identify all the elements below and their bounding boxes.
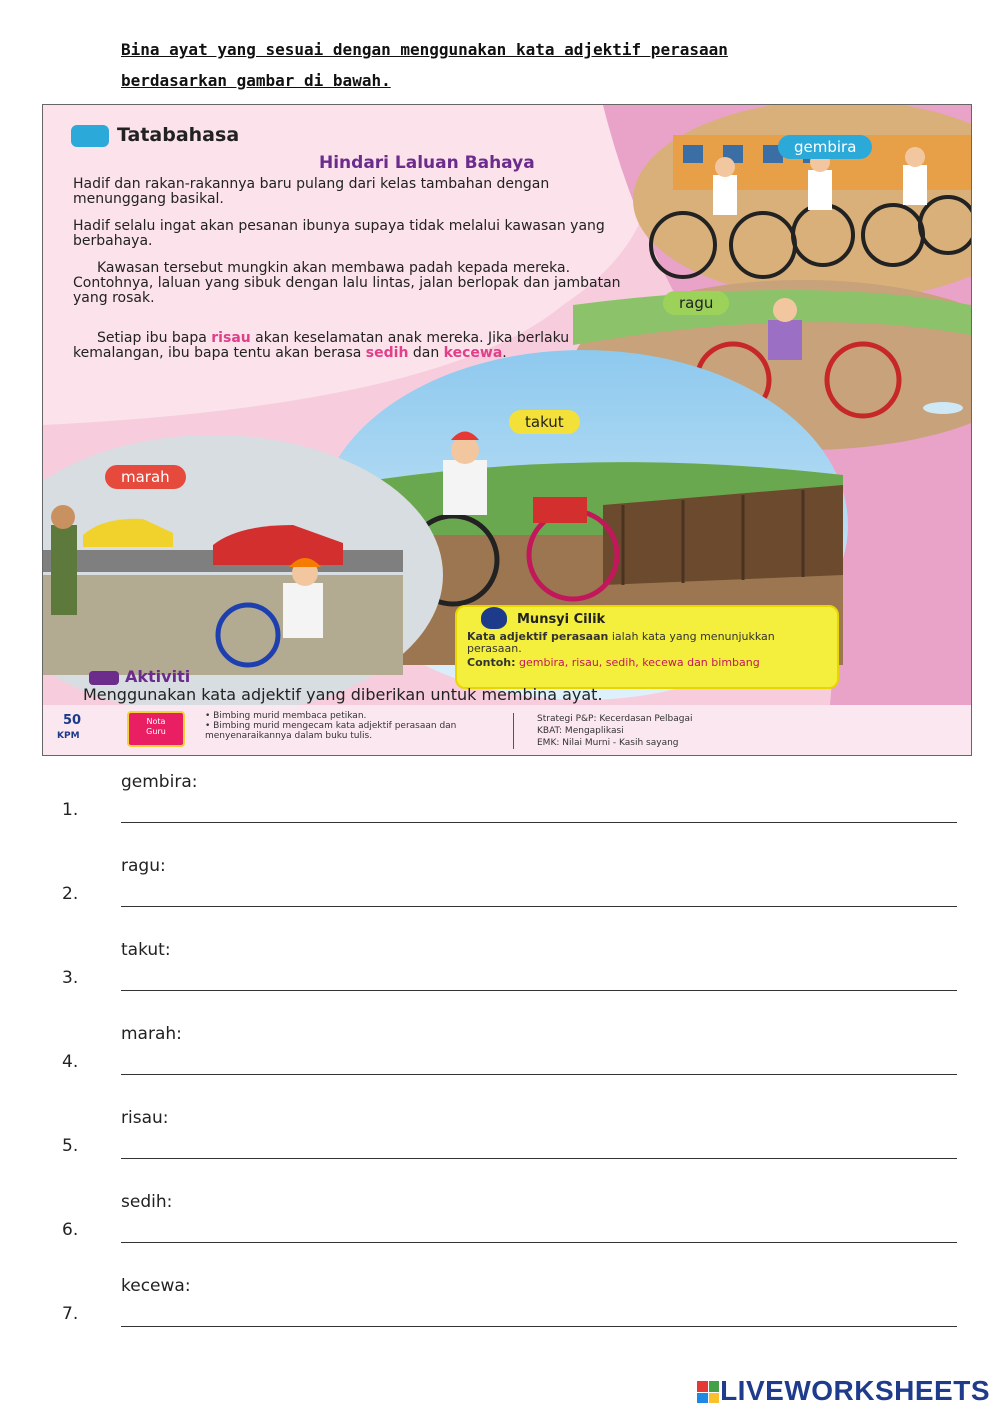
- question-2: [0, 856, 1000, 936]
- question-number: 2.: [62, 884, 79, 904]
- logo-square: [709, 1381, 720, 1392]
- question-word: risau:: [121, 1108, 169, 1128]
- tag-gembira: gembira: [778, 135, 872, 159]
- question-number: 4.: [62, 1052, 79, 1072]
- logo-square: [697, 1393, 708, 1404]
- munsyi-definition: Kata adjektif perasaan ialah kata yang menunjukkan perasaan.: [467, 630, 775, 655]
- logo-square: [697, 1381, 708, 1392]
- page-number: 50: [63, 713, 82, 728]
- passage-heading: Hindari Laluan Bahaya: [319, 153, 535, 173]
- textbook-footer: [43, 705, 971, 755]
- question-4: [0, 1024, 1000, 1104]
- question-1: [0, 772, 1000, 852]
- question-word: gembira:: [121, 772, 198, 792]
- activity-icon: [89, 671, 119, 685]
- owl-icon: [481, 607, 507, 629]
- question-number: 1.: [62, 800, 79, 820]
- passage-paragraph-4: Setiap ibu bapa risau akan keselamatan anak mereka. Jika berlaku kemalangan, ibu bapa tentu akan berasa sedih dan kecewa.: [73, 330, 570, 361]
- question-word: marah:: [121, 1024, 182, 1044]
- answer-input-5[interactable]: [121, 1132, 957, 1159]
- tatabahasa-title: Tatabahasa: [71, 124, 239, 147]
- question-number: 6.: [62, 1220, 79, 1240]
- answer-input-6[interactable]: [121, 1216, 957, 1243]
- strategy-notes: Strategi P&P: Kecerdasan Pelbagai KBAT: Mengaplikasi EMK: Nilai Murni - Kasih sayang: [537, 714, 693, 748]
- question-word: kecewa:: [121, 1276, 191, 1296]
- question-6: [0, 1192, 1000, 1272]
- footer-divider: [513, 713, 514, 749]
- tag-takut: takut: [509, 410, 580, 434]
- answer-input-1[interactable]: [121, 796, 957, 823]
- question-5: [0, 1108, 1000, 1188]
- question-word: takut:: [121, 940, 171, 960]
- question-number: 5.: [62, 1136, 79, 1156]
- munsyi-title: Munsyi Cilik: [517, 612, 606, 627]
- passage-paragraph-1: Hadif dan rakan-rakannya baru pulang dari kelas tambahan dengan menunggang basikal.: [73, 176, 550, 207]
- liveworksheets-logo-icon: [697, 1381, 719, 1403]
- munsyi-cilik-box: [455, 605, 839, 689]
- textbook-image: [42, 104, 972, 756]
- question-7: [0, 1276, 1000, 1356]
- aktiviti-title: Aktiviti: [89, 667, 190, 686]
- liveworksheets-brand[interactable]: LIVEWORKSHEETS: [720, 1375, 990, 1406]
- passage-paragraph-2: Hadif selalu ingat akan pesanan ibunya supaya tidak melalui kawasan yang berbahaya.: [73, 218, 605, 249]
- question-word: ragu:: [121, 856, 166, 876]
- teacher-notes: • Bimbing murid membaca petikan. • Bimbing murid mengecam kata adjektif perasaan dan menyenaraikannya dalam buku tulis.: [205, 711, 457, 741]
- tag-marah: marah: [105, 465, 186, 489]
- question-word: sedih:: [121, 1192, 173, 1212]
- speech-bubble-icon: [71, 125, 109, 147]
- logo-square: [709, 1393, 720, 1404]
- munsyi-examples: Contoh: gembira, risau, sedih, kecewa dan bimbang: [467, 656, 760, 669]
- kpm-label: KPM: [57, 731, 80, 741]
- answer-input-4[interactable]: [121, 1048, 957, 1075]
- tag-ragu: ragu: [663, 291, 729, 315]
- instruction-line-1: Bina ayat yang sesuai dengan menggunakan kata adjektif perasaan: [121, 40, 728, 59]
- passage-paragraph-3: Kawasan tersebut mungkin akan membawa padah kepada mereka. Contohnya, laluan yang sibuk dengan lalu lintas, jalan berlopak dan jambatan yang rosak.: [73, 260, 621, 306]
- answer-input-7[interactable]: [121, 1300, 957, 1327]
- instruction-line-2: berdasarkan gambar di bawah.: [121, 71, 391, 90]
- aktiviti-text: Menggunakan kata adjektif yang diberikan untuk membina ayat.: [83, 685, 603, 704]
- answer-input-2[interactable]: [121, 880, 957, 907]
- instruction: [121, 34, 821, 96]
- question-3: [0, 940, 1000, 1020]
- question-number: 7.: [62, 1304, 79, 1324]
- nota-guru-badge: Nota Guru: [127, 711, 185, 747]
- answer-input-3[interactable]: [121, 964, 957, 991]
- question-number: 3.: [62, 968, 79, 988]
